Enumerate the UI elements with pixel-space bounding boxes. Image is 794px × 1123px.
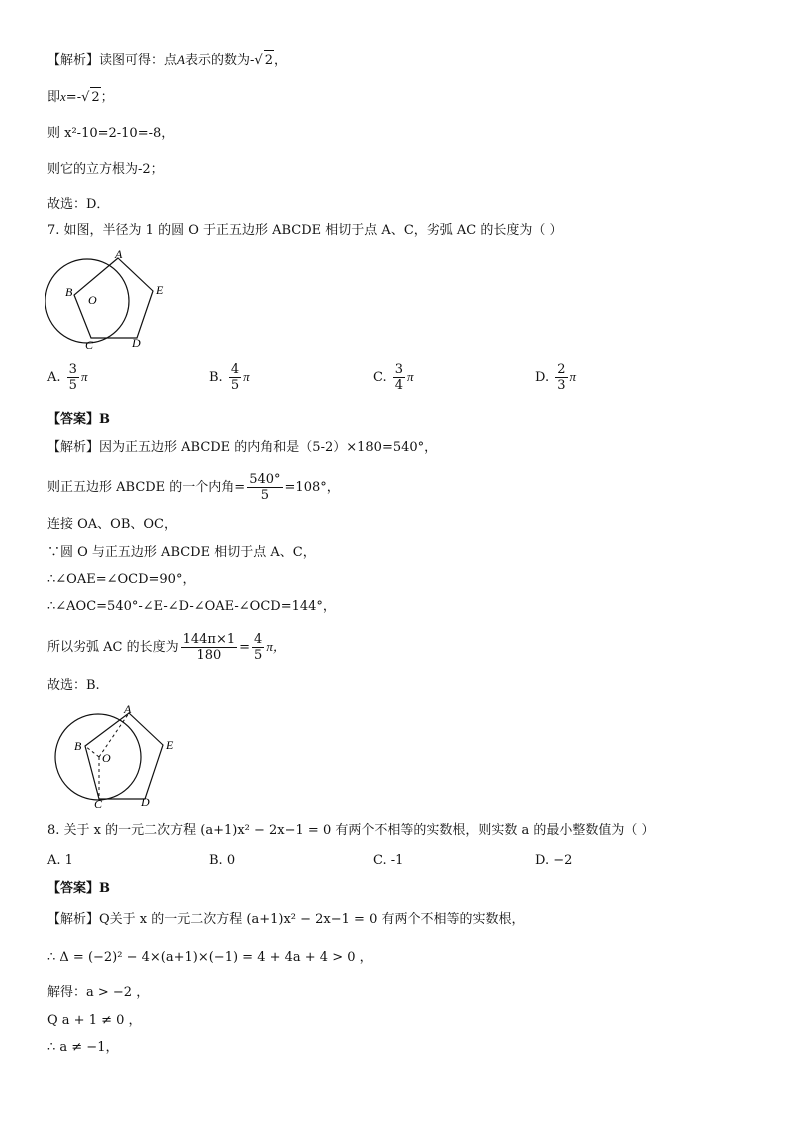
label-c: C <box>94 797 103 810</box>
denominator: 5 <box>230 378 240 393</box>
pi: π <box>569 369 577 384</box>
numerator: 3 <box>68 362 77 377</box>
option-label: B. <box>209 370 223 385</box>
text: 表示的数为- <box>184 53 255 68</box>
denominator: 5 <box>260 488 269 503</box>
text: 读图可得：点 <box>99 53 178 68</box>
equals: = <box>239 640 251 655</box>
text: 即 <box>47 90 61 105</box>
q8-analysis-3: 解得：a > −2 ， <box>47 985 150 1000</box>
q6-analysis-line3: 则 x²-10=2-10=-8， <box>47 126 175 141</box>
text: =108°， <box>284 480 340 495</box>
fraction <box>181 632 238 663</box>
option-value: -1 <box>390 853 404 868</box>
fraction <box>555 362 567 393</box>
label-a: A <box>124 702 132 716</box>
q8-option-d[interactable] <box>535 853 572 868</box>
numerator: 540° <box>249 472 281 487</box>
text: 则正五边形 ABCDE 的一个内角= <box>47 480 246 495</box>
pentagon-abcde <box>74 258 153 338</box>
q8-analysis-2: ∴ Δ = (−2)² − 4×(a+1)×(−1) = 4 + 4a + 4 > 0 ， <box>47 950 373 965</box>
q8-analysis-1: 【解析】Q关于 x 的一元二次方程 (a+1)x² − 2x−1 = 0 有两个不相等的实数根， <box>47 912 525 927</box>
label-o: O <box>88 293 97 307</box>
label-e: E <box>166 738 174 752</box>
option-label: A. <box>47 853 61 868</box>
numerator: 4 <box>254 632 263 647</box>
circle-o <box>55 714 141 800</box>
q8-option-b[interactable] <box>209 853 235 868</box>
q8-answer: 【答案】B <box>47 881 110 896</box>
q6-analysis-line2: 即x=-√ 2； <box>47 87 114 108</box>
q8-analysis-5: ∴ a ≠ −1， <box>47 1040 119 1055</box>
q8-stem: 8. 关于 x 的一元二次方程 (a+1)x² − 2x−1 = 0 有两个不相等的实数根，则实数 a 的最小整数值为（ ） <box>47 823 655 838</box>
label-b: B <box>65 285 73 299</box>
analysis-tag: 【解析】 <box>47 53 100 68</box>
q8-option-c[interactable] <box>373 853 403 868</box>
denominator: 3 <box>557 378 566 393</box>
text: 所以劣弧 AC 的长度为 <box>47 640 179 655</box>
option-label: C. <box>373 853 387 868</box>
var-x: x <box>60 89 66 104</box>
fraction <box>67 362 79 393</box>
fraction <box>252 632 264 663</box>
q7-solution-figure <box>50 702 185 810</box>
q6-analysis-line4: 则它的立方根为-2； <box>47 162 164 177</box>
q6-analysis-line1: 【解析】读图可得：点A表示的数为-√ 2， <box>47 50 287 71</box>
option-value: −2 <box>553 853 573 868</box>
sqrt-value: 2 <box>264 50 274 71</box>
label-c: C <box>85 338 94 352</box>
numerator: 3 <box>394 362 404 377</box>
option-value: 0 <box>226 853 236 868</box>
q7-analysis-7 <box>47 632 286 663</box>
text: ， <box>273 53 287 68</box>
circle-o <box>45 259 129 343</box>
text: =- <box>65 90 82 105</box>
q7-analysis-8: 故选：B. <box>47 678 100 693</box>
option-label: D. <box>535 370 550 385</box>
fraction <box>247 472 282 503</box>
q7-analysis-4: ∵圆 O 与正五边形 ABCDE 相切于点 A、C， <box>47 545 316 560</box>
pi: π <box>80 369 88 384</box>
label-b: B <box>74 739 82 753</box>
pi: π <box>407 369 414 384</box>
q7-option-a[interactable] <box>47 362 87 393</box>
denominator: 180 <box>196 648 222 663</box>
sqrt-value: 2 <box>90 87 100 108</box>
option-label: D. <box>535 853 550 868</box>
pi: π <box>243 369 250 384</box>
q7-stem: 7. 如图，半径为 1 的圆 O 于正五边形 ABCDE 相切于点 A、C，劣弧 AC 的长度为（ ） <box>47 223 563 238</box>
denominator: 5 <box>68 378 77 393</box>
q7-option-c[interactable] <box>373 362 414 393</box>
q7-analysis-2 <box>47 472 340 503</box>
q8-option-a[interactable] <box>47 853 73 868</box>
pentagon-abcde <box>85 713 163 799</box>
q7-analysis-1: 【解析】因为正五边形 ABCDE 的内角和是（5-2）×180=540°， <box>47 440 438 455</box>
q6-analysis-line5: 故选：D． <box>47 197 110 212</box>
fraction <box>229 362 241 393</box>
label-d: D <box>132 336 141 350</box>
label-a: A <box>115 248 123 261</box>
point-a: A <box>177 52 185 67</box>
denominator: 4 <box>394 378 404 393</box>
denominator: 5 <box>254 648 263 663</box>
label-o: O <box>102 751 111 765</box>
q8-analysis-4: Q a + 1 ≠ 0 ， <box>47 1013 142 1028</box>
fraction <box>393 362 405 393</box>
option-label: A. <box>47 370 61 385</box>
option-label: C. <box>373 370 387 385</box>
text: ； <box>100 90 114 105</box>
q7-option-d[interactable] <box>535 362 576 393</box>
label-d: D <box>141 795 150 809</box>
q7-analysis-5: ∴∠OAE=∠OCD=90°， <box>47 572 196 587</box>
option-value: 1 <box>64 853 73 868</box>
option-label: B. <box>209 853 223 868</box>
numerator: 2 <box>557 362 566 377</box>
q7-option-b[interactable] <box>209 362 250 393</box>
label-e: E <box>156 283 164 297</box>
q7-answer: 【答案】B <box>47 412 110 427</box>
q7-analysis-3: 连接 OA、OB、OC， <box>47 517 177 532</box>
numerator: 144π×1 <box>182 632 236 647</box>
q7-analysis-6: ∴∠AOC=540°-∠E-∠D-∠OAE-∠OCD=144°， <box>47 599 336 614</box>
pi: π， <box>266 639 286 654</box>
numerator: 4 <box>230 362 240 377</box>
q7-figure <box>45 248 175 353</box>
